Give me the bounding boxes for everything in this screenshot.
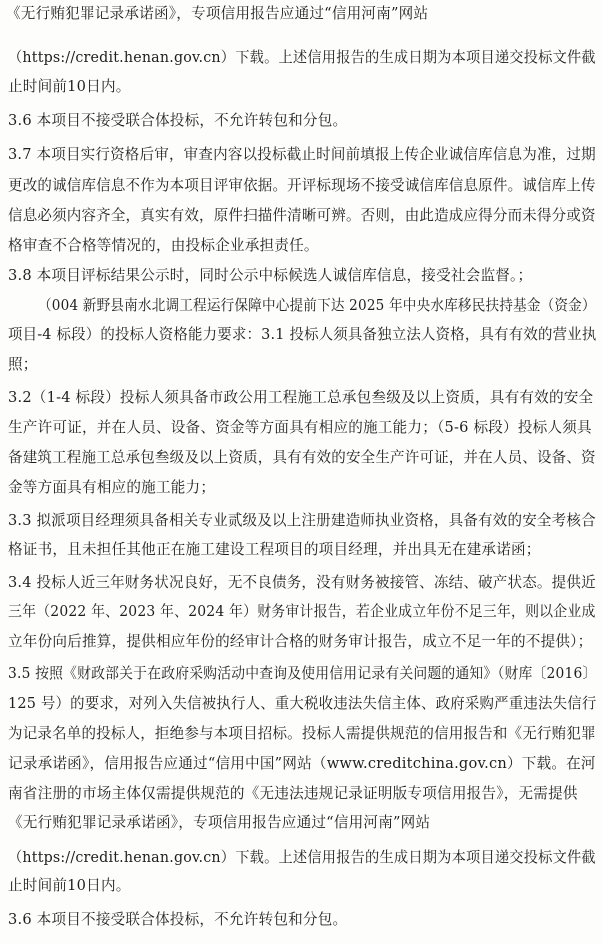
text-line: 格审查不合格等情况的，由投标企业承担责任。 bbox=[8, 237, 319, 254]
text-line: 3.5 按照《财政部关于在政府采购活动中查询及使用信用记录有关问题的通知》（财库〔2016〕 bbox=[8, 665, 597, 682]
text-line: 3.2（1-4 标段）投标人须具备市政公用工程施工总承包叁级及以上资质，具有有效的安全 bbox=[8, 389, 594, 406]
text-line: 3.6 本项目不接受联合体投标，不允许转包和分包。 bbox=[8, 112, 348, 129]
text-line: 信息必须内容齐全，真实有效，原件扫描件清晰可辨。否则，由此造成应得分而未得分或资 bbox=[8, 207, 596, 224]
text-line: 更改的诚信库信息不作为本项目评审依据。开评标现场不接受诚信库信息原件。诚信库上传 bbox=[8, 177, 596, 194]
text-line: 3.7 本项目实行资格后审，审查内容以投标截止时间前填报上传企业诚信库信息为准，过期 bbox=[8, 146, 596, 163]
text-line: 记录承诺函》，信用报告应通过“信用中国”网站（www.creditchina.gov.cn）下载。在河 bbox=[8, 755, 596, 772]
text-line: 止时间前10日内。 bbox=[8, 78, 131, 95]
text-line: 金等方面具有相应的施工能力； bbox=[8, 479, 216, 496]
text-line: 为记录名单的投标人，拒绝参与本项目招标。投标人需提供规范的信用报告和《无行贿犯罪 bbox=[8, 725, 596, 742]
text-line: 项目-4 标段）的投标人资格能力要求：3.1 投标人须具备独立法人资格，具有有效的营业执 bbox=[8, 326, 597, 343]
text-line: （https://credit.henan.gov.cn）下载。上述信用报告的生成日期为本项目递交投标文件截 bbox=[8, 49, 596, 66]
text-line: 备建筑工程施工总承包叁级及以上资质，具有有效的安全生产许可证，并在人员、设备、资 bbox=[8, 449, 596, 466]
text-line: 《无行贿犯罪记录承诺函》，专项信用报告应通过“信用河南”网站 bbox=[8, 814, 431, 831]
text-line: 止时间前10日内。 bbox=[8, 877, 131, 894]
text-line: 3.6 本项目不接受联合体投标，不允许转包和分包。 bbox=[8, 911, 348, 928]
text-line: 三年（2022 年、2023 年、2024 年）财务审计报告，若企业成立年份不足三年，则以企业成 bbox=[8, 603, 596, 620]
text-line: 3.8 本项目评标结果公示时，同时公示中标候选人诚信库信息，接受社会监督。； bbox=[8, 267, 533, 284]
text-line: （https://credit.henan.gov.cn）下载。上述信用报告的生成日期为本项目递交投标文件截 bbox=[8, 849, 596, 866]
text-line: 125 号）的要求，对列入失信被执行人、重大税收违法失信主体、政府采购严重违法失信行 bbox=[8, 695, 597, 712]
text-line: 生产许可证，并在人员、设备、资金等方面具有相应的施工能力；（5-6 标段）投标人须具 bbox=[8, 419, 592, 436]
text-line: 立年份向后推算，提供相应年份的经审计合格的财务审计报告，成立不足一年的不提供）； bbox=[8, 633, 593, 650]
text-line: 南省注册的市场主体仅需提供规范的《无违法违规记录证明版专项信用报告》，无需提供 bbox=[8, 785, 578, 802]
text-line: （004 新野县南水北调工程运行保障中心提前下达 2025 年中央水库移民扶持基金（资金） bbox=[38, 297, 596, 314]
text-line: 照； bbox=[8, 356, 38, 373]
text-line: 3.4 投标人近三年财务状况良好，无不良债务，没有财务被接管、冻结、破产状态。提供近 bbox=[8, 574, 596, 591]
text-line: 3.3 拟派项目经理须具备相关专业贰级及以上注册建造师执业资格，具备有效的安全考核合 bbox=[8, 512, 596, 529]
text-line: 《无行贿犯罪记录承诺函》，专项信用报告应通过“信用河南”网站 bbox=[6, 5, 429, 22]
text-line: 格证书，且未担任其他正在施工建设工程项目的项目经理，并出具无在建承诺函； bbox=[8, 541, 541, 558]
